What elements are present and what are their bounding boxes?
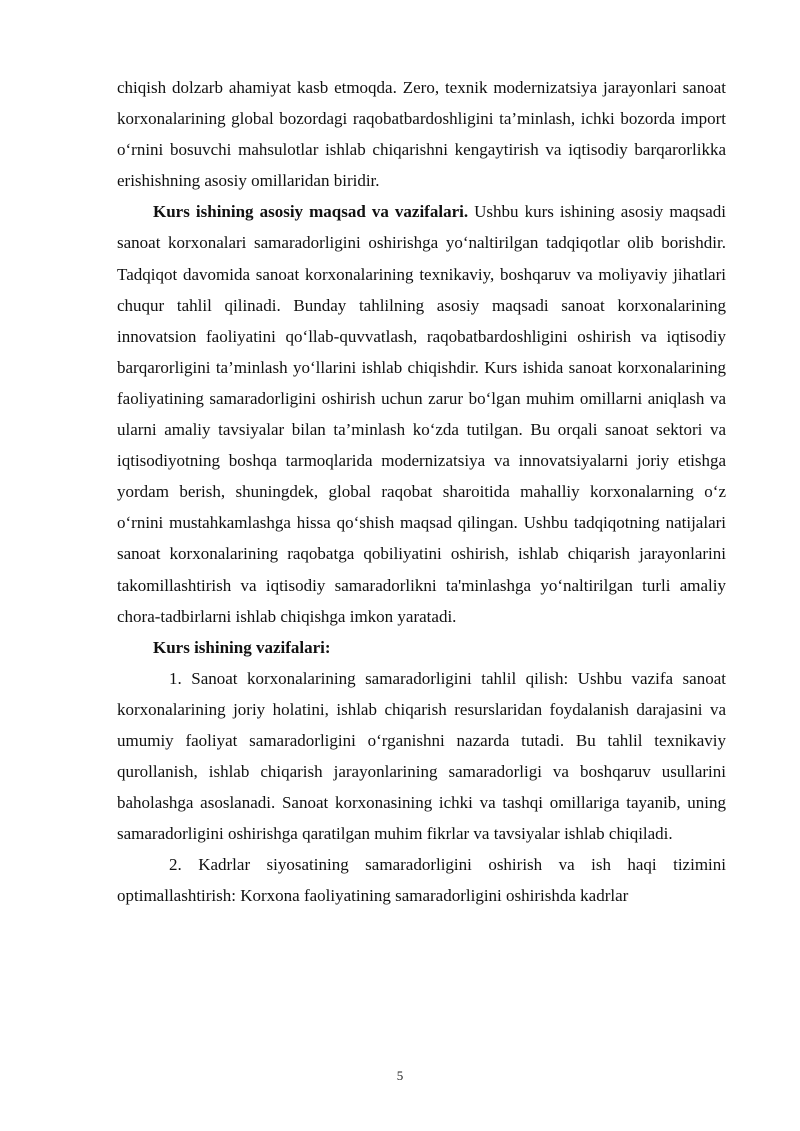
paragraph-goals: [117, 196, 726, 631]
page-body: [117, 72, 726, 912]
goals-text: Ushbu kurs ishining asosiy maqsadi sanoat korxonalari samaradorligini oshirishga yo‘naltirilgan tadqiqotlar olib borishdir. Tadqiqot davomida sanoat korxonalarining texnikaviy, boshqaruv va moliyaviy jihatlari chuqur tahlil qilinadi. Bunday tahlilning asosiy maqsadi sanoat korxonalarining innovatsion faoliyatini qo‘llab-quvvatlash, raqobatbardoshligini oshirish va iqtisodiy barqarorligini ta’minlash yo‘llarini ishlab chiqishdir. Kurs ishida sanoat korxonalarining faoliyatining samaradorligini oshirish uchun zarur bo‘lgan muhim omillarni aniqlash va ularni amaliy tavsiyalar bilan ta’minlash ko‘zda tutilgan. Bu orqali sanoat sektori va iqtisodiyotning boshqa tarmoqlarida modernizatsiya va innovatsiyalarni joriy etishga yordam berish, shuningdek, global raqobat sharoitida mahalliy korxonalarning o‘z o‘rnini mustahkamlashga hissa qo‘shish maqsad qilingan. Ushbu tadqiqotning natijalari sanoat korxonalarining raqobatga qobiliyatini oshirish, ishlab chiqarish jarayonlarini takomillashtirish va iqtisodiy samaradorlikni ta'minlashga yo‘naltirilgan turli amaliy chora-tadbirlarni ishlab chiqishga imkon yaratadi.: [117, 202, 726, 626]
paragraph-continuation: chiqish dolzarb ahamiyat kasb etmoqda. Zero, texnik modernizatsiya jarayonlari sanoat korxonalarining global bozordagi raqobatbardoshligini ta’minlash, ichki bozorda import o‘rnini bosuvchi mahsulotlar ishlab chiqarishni kengaytirish va iqtisodiy barqarorlikka erishishning asosiy omillaridan biridir.: [117, 78, 726, 191]
goals-heading: Kurs ishining asosiy maqsad va vazifalari.: [153, 202, 469, 222]
page-number: 5: [396, 1068, 404, 1083]
task-item-2: 2. Kadrlar siyosatining samaradorligini oshirish va ish haqi tizimini optimallashtirish: Korxona faoliyatining samaradorligini oshirishda kadrlar: [117, 855, 726, 906]
tasks-heading: Kurs ishining vazifalari:: [153, 637, 331, 657]
task-item-1: 1. Sanoat korxonalarining samaradorligini tahlil qilish: Ushbu vazifa sanoat korxonalarining joriy holatini, ishlab chiqarish resurslaridan foydalanish darajasini va umumiy faoliyat samaradorligini o‘rganishni nazarda tutadi. Bu tahlil texnikaviy qurollanish, ishlab chiqarish jarayonlarining samaradorligi va boshqaruv usullarini baholashga asoslanadi. Sanoat korxonasining ichki va tashqi omillariga tayanib, uning samaradorligini oshirishga qaratilgan muhim fikrlar va tavsiyalar ishlab chiqiladi.: [117, 668, 726, 844]
